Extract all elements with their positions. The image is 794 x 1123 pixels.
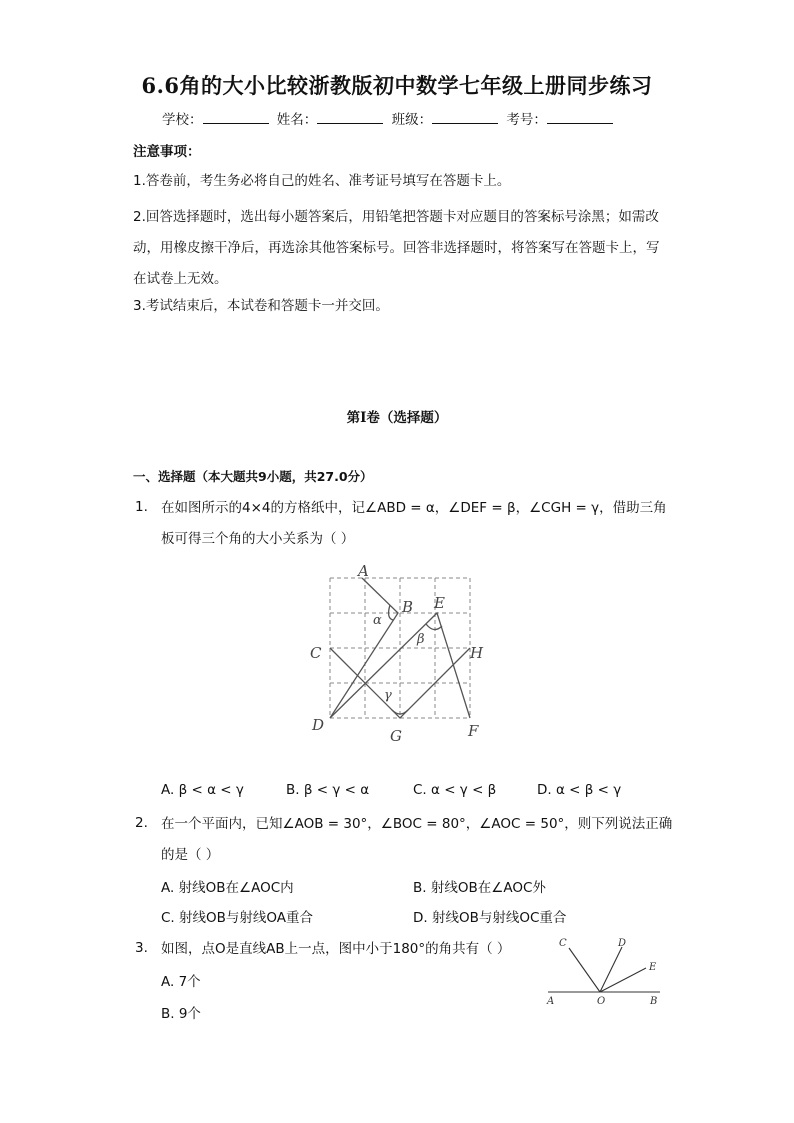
- question-1-number: 1.: [135, 499, 148, 515]
- question-1-text-line2: 板可得三个角的大小关系为（ ）: [161, 531, 355, 547]
- question-1-option-c[interactable]: C. α < γ < β: [413, 782, 497, 798]
- label-a: A: [358, 562, 369, 580]
- question-2-text-line2: 的是（ ）: [161, 847, 220, 863]
- school-blank[interactable]: [203, 110, 269, 124]
- school-label: 学校：: [162, 112, 203, 128]
- number-label: 考号：: [506, 112, 547, 128]
- question-1-option-d[interactable]: D. α < β < γ: [537, 782, 622, 798]
- ray-oc: [569, 948, 600, 992]
- label-h: H: [470, 644, 484, 662]
- section-title: 一、选择题（本大题共9小题，共27.0分）: [133, 469, 373, 484]
- question-2-text-line1: 在一个平面内，已知∠AOB = 30°，∠BOC = 80°，∠AOC = 50°，则下列说法正确: [161, 816, 673, 832]
- class-blank[interactable]: [432, 110, 498, 124]
- label-f: F: [468, 722, 479, 740]
- label-beta: β: [417, 632, 425, 647]
- label-g: G: [390, 727, 402, 745]
- page-title: 6.6角的大小比较浙教版初中数学七年级上册同步练习: [141, 73, 653, 98]
- name-label: 姓名：: [276, 112, 318, 128]
- label-d: D: [618, 938, 627, 949]
- question-3-number: 3.: [135, 940, 148, 956]
- student-info-line: [162, 108, 617, 128]
- name-blank[interactable]: [317, 110, 383, 124]
- number-blank[interactable]: [547, 110, 613, 124]
- question-2-option-a[interactable]: A. 射线OB在∠AOC内: [161, 880, 294, 896]
- label-b: B: [650, 996, 658, 1007]
- ray-od: [600, 947, 622, 992]
- label-c: C: [310, 644, 322, 662]
- notice-item-1: 1.答卷前，考生务必将自己的姓名、准考证号填写在答题卡上。: [133, 173, 511, 189]
- ray-oe: [600, 968, 646, 992]
- label-e: E: [434, 594, 445, 612]
- question-1-grid-figure: [300, 558, 500, 748]
- class-label: 班级：: [391, 112, 433, 128]
- label-gamma: γ: [384, 688, 392, 703]
- label-e: E: [649, 962, 657, 973]
- question-1-option-b[interactable]: B. β < γ < α: [286, 782, 370, 798]
- label-b: B: [402, 598, 414, 616]
- question-3-text-line1: 如图，点O是直线AB上一点，图中小于180°的角共有（ ）: [161, 941, 511, 957]
- question-2-option-d[interactable]: D. 射线OB与射线OC重合: [413, 910, 567, 926]
- question-1-text-line1: 在如图所示的4×4的方格纸中，记∠ABD = α，∠DEF = β，∠CGH = γ，借助三角: [161, 500, 667, 516]
- label-o: O: [597, 996, 606, 1007]
- notice-item-3: 3.考试结束后，本试卷和答题卡一并交回。: [133, 298, 389, 314]
- volume-title: 第Ⅰ卷（选择题）: [346, 410, 448, 426]
- question-2-option-b[interactable]: B. 射线OB在∠AOC外: [413, 880, 546, 896]
- notice-heading: 注意事项：: [133, 144, 201, 160]
- beta-arc: [426, 624, 442, 630]
- label-c: C: [559, 938, 567, 949]
- label-d: D: [312, 716, 325, 734]
- question-2-number: 2.: [135, 815, 148, 831]
- question-2-option-c[interactable]: C. 射线OB与射线OA重合: [161, 910, 314, 926]
- label-a: A: [547, 996, 555, 1007]
- question-3-option-a[interactable]: A. 7个: [161, 974, 201, 990]
- label-alpha: α: [373, 613, 382, 628]
- notice-item-2: 2.回答选择题时，选出每小题答案后，用铅笔把答题卡对应题目的答案标号涂黑；如需改动，用橡皮擦干净后，再选涂其他答案标号。回答非选择题时，将答案写在答题卡上，写在试卷上无效。: [133, 209, 660, 287]
- question-1-option-a[interactable]: A. β < α < γ: [161, 782, 244, 798]
- question-3-option-b[interactable]: B. 9个: [161, 1006, 201, 1022]
- question-3-figure: [540, 934, 670, 1010]
